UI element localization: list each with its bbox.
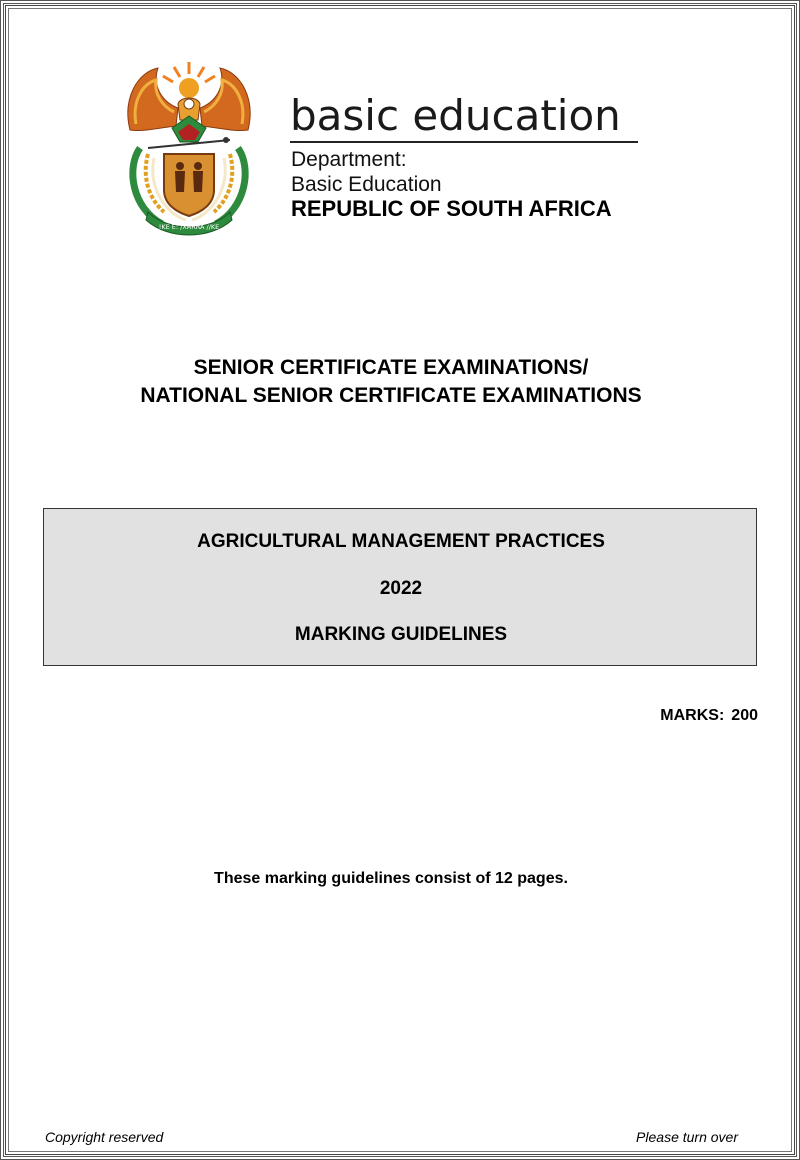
page-count-note: These marking guidelines consist of 12 pages. (214, 870, 568, 887)
department-wordmark: basic education (290, 91, 621, 140)
country-name: REPUBLIC OF SOUTH AFRICA (291, 196, 612, 221)
document-type: MARKING GUIDELINES (294, 624, 508, 645)
crest-motto: !KE E: /XARRA //KE (158, 223, 220, 231)
marks-value: 200 (731, 707, 758, 724)
footer-copyright: Copyright reserved (45, 1129, 164, 1145)
marks-total (660, 706, 758, 726)
department-name: Basic Education (291, 173, 442, 196)
subject-name: AGRICULTURAL MANAGEMENT PRACTICES (197, 531, 605, 552)
sun-icon (163, 62, 215, 98)
wordmark-underline (290, 141, 638, 143)
exam-title-line1: SENIOR CERTIFICATE EXAMINATIONS/ (193, 356, 589, 379)
department-label: Department: (291, 148, 407, 171)
coat-of-arms-icon (118, 58, 260, 236)
marks-label: MARKS: (660, 707, 725, 724)
footer-turn-over: Please turn over (636, 1129, 738, 1145)
exam-title-line2: NATIONAL SENIOR CERTIFICATE EXAMINATIONS (140, 384, 642, 407)
exam-year: 2022 (379, 578, 423, 599)
subject-box (43, 508, 757, 666)
